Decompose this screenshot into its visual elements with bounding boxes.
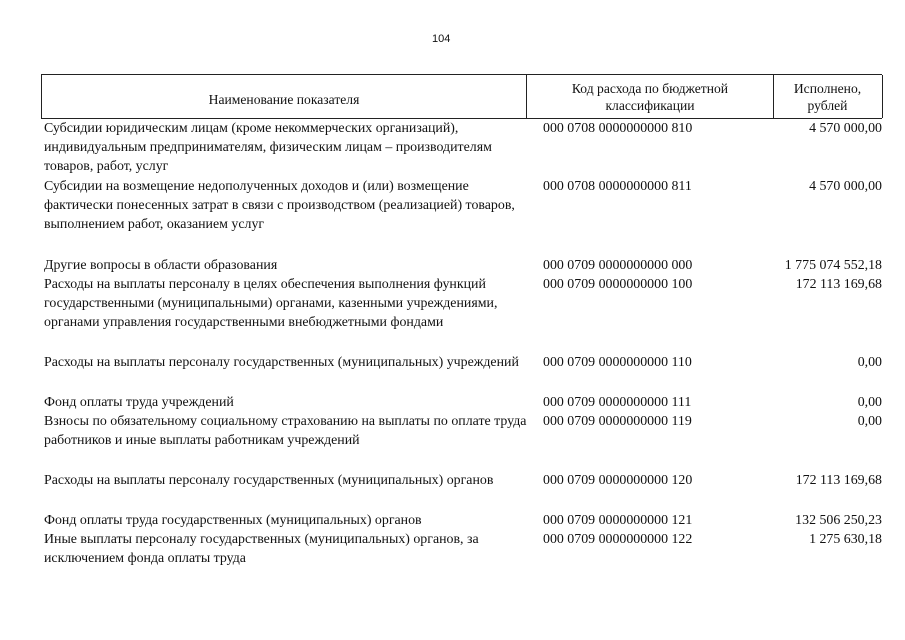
row-name: Расходы на выплаты персоналу государственных (муниципальных) органов (44, 473, 494, 488)
row-code: 000 0709 0000000000 100 (543, 277, 693, 292)
row-code: 000 0709 0000000000 122 (543, 532, 693, 547)
row-name: Расходы на выплаты персоналу государственных (муниципальных) учреждений (44, 355, 519, 370)
row-amount: 0,00 (857, 355, 882, 370)
row-code: 000 0709 0000000000 120 (543, 473, 693, 488)
header-name: Наименование показателя (41, 75, 527, 118)
page-number: 104 (432, 33, 451, 45)
row-name: Взносы по обязательному социальному страхованию на выплаты по оплате труда работников и иные выплаты работникам учреждений (44, 414, 527, 448)
row-name: Другие вопросы в области образования (44, 258, 278, 273)
row-amount: 132 506 250,23 (795, 513, 882, 528)
row-code: 000 0708 0000000000 810 (543, 121, 693, 136)
row-name: Субсидии юридическим лицам (кроме некоммерческих организаций), индивидуальным предпринимателям, физическим лицам – производителям товаров, работ, услуг (44, 121, 492, 174)
row-code: 000 0709 0000000000 000 (543, 258, 693, 273)
row-amount: 172 113 169,68 (795, 277, 882, 292)
header-amount: Исполнено, рублей (773, 75, 883, 118)
row-code: 000 0709 0000000000 121 (543, 513, 693, 528)
row-name: Иные выплаты персоналу государственных (муниципальных) органов, за исключением фонда оплаты труда (44, 532, 479, 566)
row-code: 000 0708 0000000000 811 (543, 179, 692, 194)
row-amount: 1 775 074 552,18 (784, 258, 882, 273)
row-amount: 0,00 (857, 414, 882, 429)
row-amount: 4 570 000,00 (809, 179, 882, 194)
row-code: 000 0709 0000000000 111 (543, 395, 692, 410)
row-amount: 172 113 169,68 (795, 473, 882, 488)
row-amount: 1 275 630,18 (809, 532, 882, 547)
row-name: Фонд оплаты труда государственных (муниципальных) органов (44, 513, 422, 528)
header-code: Код расхода по бюджетной классификации (527, 75, 774, 118)
row-name: Расходы на выплаты персоналу в целях обеспечения выполнения функций государственными (муниципальными) органами, казенными учреждениями, органами управления государственными внебюджетными фондами (44, 277, 498, 330)
row-code: 000 0709 0000000000 110 (543, 355, 692, 370)
row-amount: 0,00 (857, 395, 882, 410)
row-code: 000 0709 0000000000 119 (543, 414, 692, 429)
table-header (41, 74, 882, 119)
row-amount: 4 570 000,00 (809, 121, 882, 136)
row-name: Фонд оплаты труда учреждений (44, 395, 234, 410)
row-name: Субсидии на возмещение недополученных доходов и (или) возмещение фактически понесенных затрат в связи с производством (реализацией) товаров, выполнением работ, оказанием услуг (44, 179, 515, 232)
